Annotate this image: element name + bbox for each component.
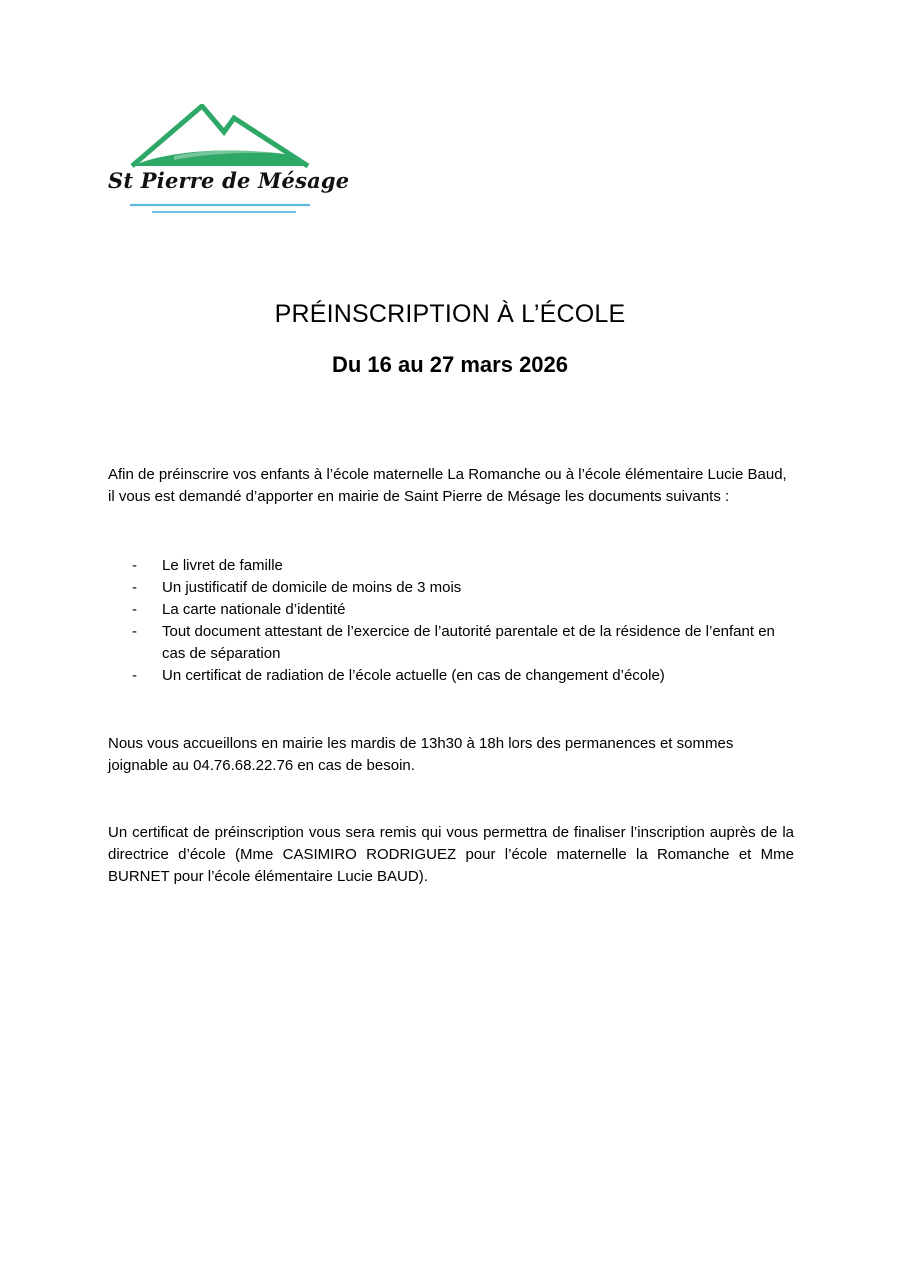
opening-hours-paragraph: Nous vous accueillons en mairie les mardis de 13h30 à 18h lors des permanences et sommes joignable au 04.76.68.22.76 en cas de besoin.	[108, 735, 734, 774]
list-bullet: -	[132, 601, 137, 618]
page-title: PRÉINSCRIPTION À L’ÉCOLE	[274, 300, 626, 328]
municipality-logo	[104, 104, 350, 220]
list-item	[108, 665, 798, 687]
list-item	[108, 577, 798, 599]
list-bullet: -	[132, 667, 137, 684]
documents-list	[108, 555, 798, 687]
list-bullet: -	[132, 557, 137, 574]
list-item-text: Un certificat de radiation de l’école actuelle (en cas de changement d’école)	[162, 667, 665, 684]
list-item-text: Le livret de famille	[162, 557, 283, 574]
list-item	[108, 599, 798, 621]
list-bullet: -	[132, 623, 137, 640]
list-item-text: La carte nationale d’identité	[162, 601, 346, 618]
list-item-text: Tout document attestant de l’exercice de l’autorité parentale et de la résidence de l’enfant en cas de séparation	[162, 623, 775, 662]
date-range: Du 16 au 27 mars 2026	[331, 352, 569, 377]
mountain-logo-graphic	[104, 104, 334, 220]
list-item	[108, 621, 798, 665]
list-bullet: -	[132, 579, 137, 596]
logo-text: St Pierre de Mésage	[108, 168, 350, 193]
intro-paragraph: Afin de préinscrire vos enfants à l’école maternelle La Romanche ou à l’école élémentaire Lucie Baud, il vous est demandé d’apporter en mairie de Saint Pierre de Mésage les documents suivants :	[108, 466, 787, 505]
list-item-text: Un justificatif de domicile de moins de 3 mois	[162, 579, 462, 596]
certificate-paragraph: Un certificat de préinscription vous sera remis qui vous permettra de finaliser l’inscription auprès de la directrice d’école (Mme CASIMIRO RODRIGUEZ pour l’école maternelle la Romanche et Mme BURNET pour l’école élémentaire Lucie BAUD).	[108, 824, 794, 885]
list-item	[108, 555, 798, 577]
